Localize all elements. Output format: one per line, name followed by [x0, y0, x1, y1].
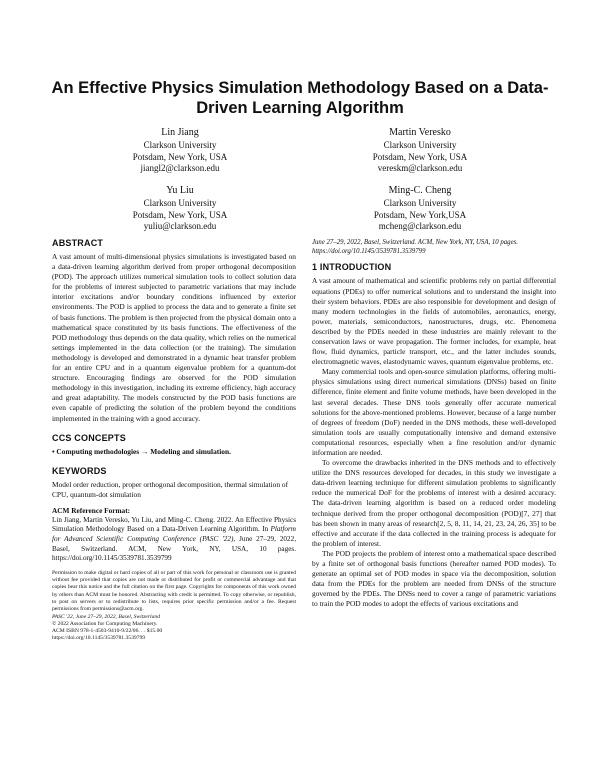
acm-reference-plain: Lin Jiang, Martin Veresko, Yu Liu, and Ming-C. Cheng. 2022. An Effective Physics Simulation Methodology Based on a Data-Driven Learning Algorithm. In — [52, 515, 296, 534]
author-email[interactable]: jiangl2@clarkson.edu — [140, 163, 220, 173]
author-affiliation: Clarkson University — [383, 198, 457, 208]
right-column — [312, 238, 556, 610]
author-block — [60, 184, 300, 233]
author-email[interactable]: yuliu@clarkson.edu — [143, 221, 217, 231]
intro-paragraph: Many commercial tools and open-source simulation platforms, offering multi-physics simulations using direct numerical simulations (DNSs) based on finite difference, finite element and finite volume methods, have been developed in the last several decades. These DNS tools generally offer accurate numerical solutions for the above-mentioned problems. However, because of a large number of degrees of freedom (DoF) needed in the DNS methods, these well-developed simulation tools are usually computationally intensive and demand extensive computational resources, especially when a fine resolution and/or dynamic information are needed. — [312, 367, 556, 457]
permission-doi[interactable]: https://doi.org/10.1145/3539781.3539799 — [52, 635, 146, 642]
acm-reference-continuation-text: June 27–29, 2022, Basel, Switzerland. ACM, New York, NY, USA, 10 pages. https://doi.org/10.1145/3539781.3539799 — [312, 239, 518, 256]
permission-venue: PASC '22, June 27–29, 2022, Basel, Switzerland — [52, 613, 160, 620]
permission-text: Permission to make digital or hard copies of all or part of this work for personal or classroom use is granted without fee provided that copies are not made or distributed for profit or commercial advantage and that copies bear this notice and the full citation on the first page. Copyrights for components of this work owned by others than ACM must be honored. Abstracting with credit is permitted. To copy otherwise, or republish, to post on servers or to redistribute to lists, requires prior specific permission and/or a fee. Request permissions from permissions@acm.org. — [52, 569, 296, 613]
intro-paragraph: The POD projects the problem of interest onto a mathematical space described by a finite set of orthogonal basis functions (hereafter named POD modes). To generate an optimal set of POD modes in space via the decomposition, solution data from the PDEs for the problem are needed from DNSs of the structure governed by the PDEs. The DNSs need to cover a range of parametric variations to train the POD modes to adopt the effects of various excitations and — [312, 548, 556, 609]
author-location: Potsdam, New York, USA — [132, 209, 228, 220]
author-block — [60, 126, 300, 175]
author-affiliation: Clarkson University — [143, 198, 217, 208]
author-location: Potsdam, New York,USA — [373, 209, 467, 220]
keywords-heading: KEYWORDS — [52, 465, 107, 476]
introduction-heading: 1 INTRODUCTION — [312, 262, 392, 273]
author-block — [300, 126, 540, 175]
left-column — [52, 238, 296, 643]
ccs-heading: CCS CONCEPTS — [52, 432, 126, 443]
paper-title: An Effective Physics Simulation Methodology Based on a Data-Driven Learning Algorithm — [51, 79, 549, 117]
intro-paragraph: To overcome the drawbacks inherited in the DNS methods and to effectively utilize the DNS resources developed for decades, in this study we investigate a data-driven learning technique for different simulation problems to significantly reduce the numerical DoF for the problems of interest with a desired accuracy. The data-driven learning algorithm is based on a reduced order modeling technique derived from the proper orthogonal decomposition (POD)[7, 27] that has been shown in many areas of research[2, 5, 8, 11, 14, 21, 23, 24, 26, 35] to be effective and accurate if the data collected in the training process is adequate for the problem of interest. — [312, 458, 556, 548]
author-affiliation: Clarkson University — [143, 140, 217, 150]
author-location: Potsdam, New York, USA — [372, 151, 468, 162]
keywords-text: Model order reduction, proper orthogonal decomposition, thermal simulation of CPU, quantum-dot simulation — [52, 479, 289, 499]
acm-reference-cont: June 27–29, 2022, Basel, Switzerland. ACM, New York, NY, USA, 10 pages. https://doi.org/10.1145/3539781.3539799 — [52, 534, 297, 563]
acm-reference-continuation — [312, 238, 556, 256]
author-email[interactable]: vereskm@clarkson.edu — [377, 163, 463, 173]
author-email[interactable]: mcheng@clarkson.edu — [378, 221, 462, 231]
intro-paragraph: A vast amount of mathematical and scientific problems rely on partial differential equations (PDEs) to offer numerical solutions and to understand the insight into their system behaviors. PDEs are also responsible for development and design of many modern technologies in the fields of automobiles, aeronautics, energy, power, materials, semiconductors, nanostructures, drugs, etc. Phenomena described by the PDEs needed in these industries are mainly relevant to the conservation laws or wave propagation. The former includes, for example, heat flow, fluid dynamics, particle transport, etc., and the latter includes sounds, electromagnetic waves, elastodynamic waves, quantum eigenvalue problems, etc. — [312, 276, 556, 367]
permission-block — [52, 570, 296, 643]
author-block — [300, 184, 540, 233]
author-name: Yu Liu — [166, 185, 194, 196]
ccs-text: • Computing methodologies → Modeling and simulation. — [52, 446, 231, 456]
acm-reference-venue: Platform for Advanced Scientific Computing Conference (PASC '22), — [52, 525, 296, 543]
acm-reference-heading: ACM Reference Format: — [52, 505, 131, 515]
author-location: Potsdam, New York, USA — [132, 151, 228, 162]
author-name: Lin Jiang — [161, 127, 199, 138]
permission-isbn: ACM ISBN 978-1-4503-9410-9/22/06. . . $15.00 — [52, 628, 163, 635]
acm-reference-text — [52, 516, 296, 564]
abstract-text: A vast amount of multi-dimensional physics simulations is investigated based on a data-driven learning algorithm derived from proper orthogonal decomposition (POD). The approach utilizes numerical simulation tools to collect solution data for the problems of interest subjected to parametric variations that may include interior excitations and/or boundary conditions influenced by exterior environments. The POD is applied to process the data and to generate a finite set of basis functions. The problem is then projected from the physical domain onto a mathematical space constituted by its basis functions. The effectiveness of the POD methodology thus depends on the data quality, which relies on the numerical settings implemented in the data collection (or the training). The simulation methodology is developed and demonstrated in a dynamic heat transfer problem for an entire CPU and in a quantum eigenvalue problem for a quantum-dot structure. Encouraging findings are observed for the POD simulation methodology in this investigation, including its extreme efficiency, high accuracy and great adaptability. The models constructed by the POD basis functions are even capable of predicting the solution of the problem beyond the conditions implemented in the training with a good accuracy. — [52, 252, 296, 423]
author-affiliation: Clarkson University — [383, 140, 457, 150]
abstract-heading: ABSTRACT — [52, 238, 104, 248]
author-name: Ming-C. Cheng — [388, 185, 452, 196]
author-name: Martin Veresko — [389, 127, 451, 138]
permission-copyright: © 2022 Association for Computing Machinery. — [52, 620, 158, 627]
